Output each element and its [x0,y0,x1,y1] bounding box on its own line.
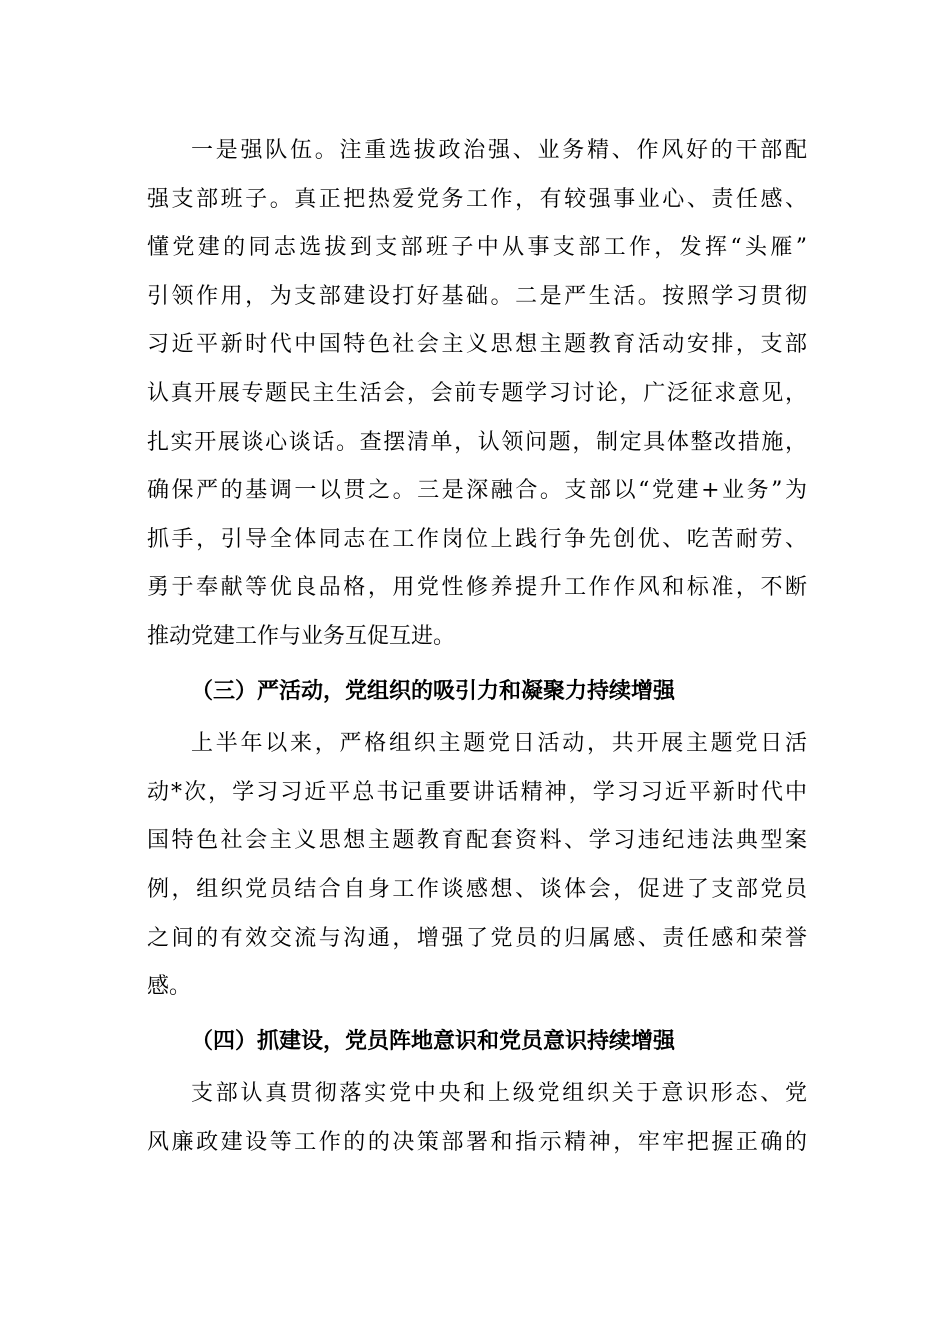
text-line: 勇于奉献等优良品格，用党性修养提升工作作风和标准，不断 [147,575,807,601]
text-line: 支部认真贯彻落实党中央和上级党组织关于意识形态、党 [191,1081,807,1107]
text-line: 动*次，学习习近平总书记重要讲话精神，学习习近平新时代中 [147,779,807,805]
text-line: 例，组织党员结合自身工作谈感想、谈体会，促进了支部党员 [147,876,807,902]
text-line: 认真开展专题民主生活会，会前专题学习讨论，广泛征求意见， [147,380,807,406]
text-line: 之间的有效交流与沟通，增强了党员的归属感、责任感和荣誉 [147,925,807,951]
text-line: 确保严的基调一以贯之。三是深融合。支部以“党建+业务”为 [147,478,807,504]
text-line: 引领作用，为支部建设打好基础。二是严生活。按照学习贯彻 [147,283,807,309]
text-line: 推动党建工作与业务互促互进。 [147,623,456,649]
text-line: 上半年以来，严格组织主题党日活动，共开展主题党日活 [191,731,807,757]
text-line: 强支部班子。真正把热爱党务工作，有较强事业心、责任感、 [147,186,807,212]
text-line: 国特色社会主义思想主题教育配套资料、学习违纪违法典型案 [147,828,807,854]
text-line: 风廉政建设等工作的的决策部署和指示精神，牢牢把握正确的 [147,1129,807,1155]
text-line: 一是强队伍。注重选拔政治强、业务精、作风好的干部配 [191,138,807,163]
text-line: 抓手，引导全体同志在工作岗位上践行争先创优、吃苦耐劳、 [147,526,807,552]
paragraph-activities [147,720,807,1012]
text-line: 习近平新时代中国特色社会主义思想主题教育活动安排，支部 [147,332,807,358]
paragraph-construction [147,1070,807,1167]
document-page [147,127,807,1167]
text-line: 感。 [147,974,192,1000]
text-line: 懂党建的同志选拔到支部班子中从事支部工作，发挥“头雁” [147,235,807,261]
paragraph-strengthen-team [147,127,807,662]
text-line: 扎实开展谈心谈话。查摆清单，认领问题，制定具体整改措施， [147,429,807,455]
section-heading-4: （四）抓建设，党员阵地意识和党员意识持续增强 [191,1027,676,1054]
section-heading-3: （三）严活动，党组织的吸引力和凝聚力持续增强 [191,677,676,704]
